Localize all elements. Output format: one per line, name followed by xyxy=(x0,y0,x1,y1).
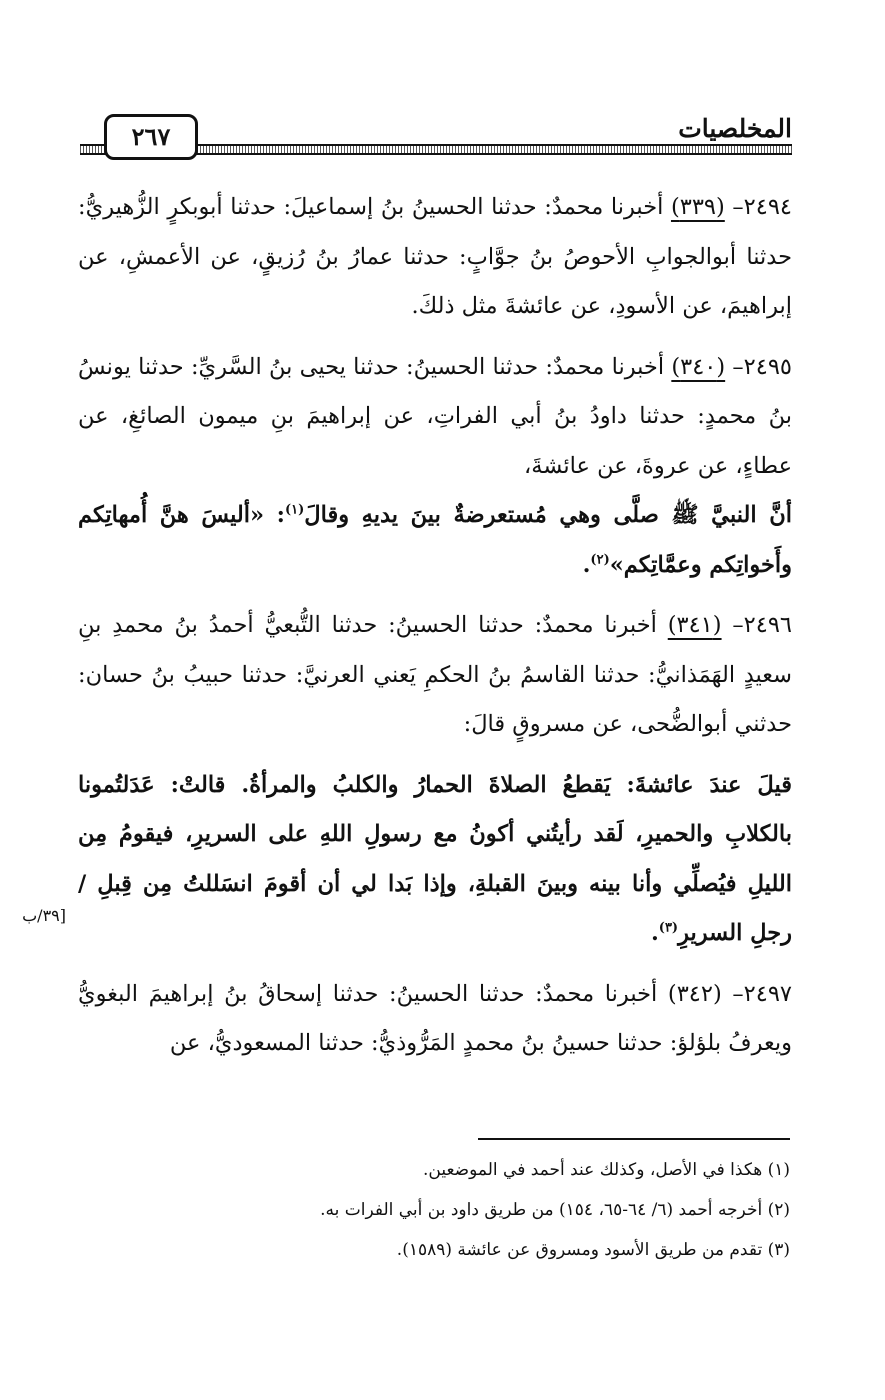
page-number: ٢٦٧ xyxy=(104,114,198,160)
matn-part: قيلَ عندَ عائشةَ: يَقطعُ الصلاةَ الحمارُ والكلبُ والمرأةُ. قالتْ: عَدَلتُمونا بالكلابِ والحميرِ، لَقد رأيتُني أكونُ مع رسولِ اللهِ على السريرِ، فيقومُ مِن الليلِ فيُصلِّي وأنا بينه وبينَ القبلةِ، وإذا بَدا لي أن أقومَ انسَللتُ مِن قِبلِ / رجلِ السريرِ xyxy=(78,771,792,946)
entry-reference: (٣٤١) xyxy=(667,612,722,638)
entry-number: ٢٤٩٧– xyxy=(732,980,792,1007)
entry-number: ٢٤٩٦– xyxy=(732,612,792,638)
footnote-marker: (٢) xyxy=(590,552,610,567)
hadith-entry-2496 xyxy=(78,601,792,750)
isnad-text: أخبرنا محمدٌ: حدثنا الحسينُ: حدثنا يحيى بنُ السَّريِّ: حدثنا يونسُ بنُ محمدٍ: حدثنا داودُ بنُ أبي الفراتِ، عن إبراهيمَ بنِ ميمون الصائغِ، عن عطاءٍ، عن عروةَ، عن عائشةَ، xyxy=(78,353,792,479)
main-text xyxy=(78,183,792,1069)
running-title: المخلصيات xyxy=(678,114,792,143)
entry-reference: (٣٣٩) xyxy=(670,194,725,220)
footnote-marker: (١) xyxy=(284,502,305,518)
entry-number: ٢٤٩٤– xyxy=(732,194,792,220)
isnad-text: أخبرنا محمدٌ: حدثنا الحسينُ: حدثنا التُّبعيُّ أحمدُ بنُ محمدِ بنِ سعيدٍ الهَمَذانيُّ: حدثنا القاسمُ بنُ الحكمِ يَعني العرنيَّ: حدثنا حبيبُ بنُ حسان: حدثني أبوالضُّحى، عن مسروقٍ قالَ: xyxy=(78,612,792,737)
matn-part: : «أليسَ هنَّ أُمهاتِكم وأَخواتِكم وعمَّاتِكم» xyxy=(78,502,792,578)
footnote-2: (٢) أخرجه أحمد (٦/ ٦٤-٦٥، ١٥٤) من طريق داود بن أبي الفرات به. xyxy=(320,1200,790,1220)
hadith-entry-2497 xyxy=(78,970,792,1069)
isnad-text: أخبرنا محمدٌ: حدثنا الحسينُ بنُ إسماعيلَ: حدثنا أبوبكرٍ الزُّهيريُّ: حدثنا أبوالجوابِ الأحوصُ بنُ جوَّابٍ: حدثنا عمارُ بنُ رُزيقٍ، عن الأعمشِ، عن إبراهيمَ، عن الأسودِ، عن عائشةَ مثل ذلكَ. xyxy=(78,194,792,319)
footnote-3: (٣) تقدم من طريق الأسود ومسروق عن عائشة (١٥٨٩). xyxy=(396,1240,790,1260)
hadith-entry-2494 xyxy=(78,183,792,332)
matn-end: . xyxy=(650,920,659,946)
margin-folio-note: [٣٩/ب xyxy=(22,906,66,925)
entry-number: ٢٤٩٥– xyxy=(732,353,792,380)
page-header xyxy=(80,108,792,160)
hadith-entry-2495 xyxy=(78,343,792,492)
matn-end: . xyxy=(582,551,591,578)
isnad-text: أخبرنا محمدٌ: حدثنا الحسينُ: حدثنا إسحاقُ بنُ إبراهيمَ البغويُّ ويعرفُ بلؤلؤ: حدثنا حسينُ بنُ محمدٍ المَرُّوذيُّ: حدثنا المسعوديُّ، عن xyxy=(78,980,792,1056)
footnote-1: (١) هكذا في الأصل، وكذلك عند أحمد في الموضعين. xyxy=(423,1160,790,1180)
footnotes xyxy=(140,1150,790,1270)
entry-reference: (٣٤٢) xyxy=(667,980,722,1007)
matn-text xyxy=(78,761,792,959)
matn-text xyxy=(78,491,792,590)
entry-reference: (٣٤٠) xyxy=(671,353,726,380)
footnote-marker: (٣) xyxy=(658,920,679,936)
matn-part: أنَّ النبيَّ ﷺ صلَّى وهي مُستعرضةٌ بينَ يديهِ وقالَ xyxy=(304,502,793,528)
footnote-separator xyxy=(478,1138,790,1140)
